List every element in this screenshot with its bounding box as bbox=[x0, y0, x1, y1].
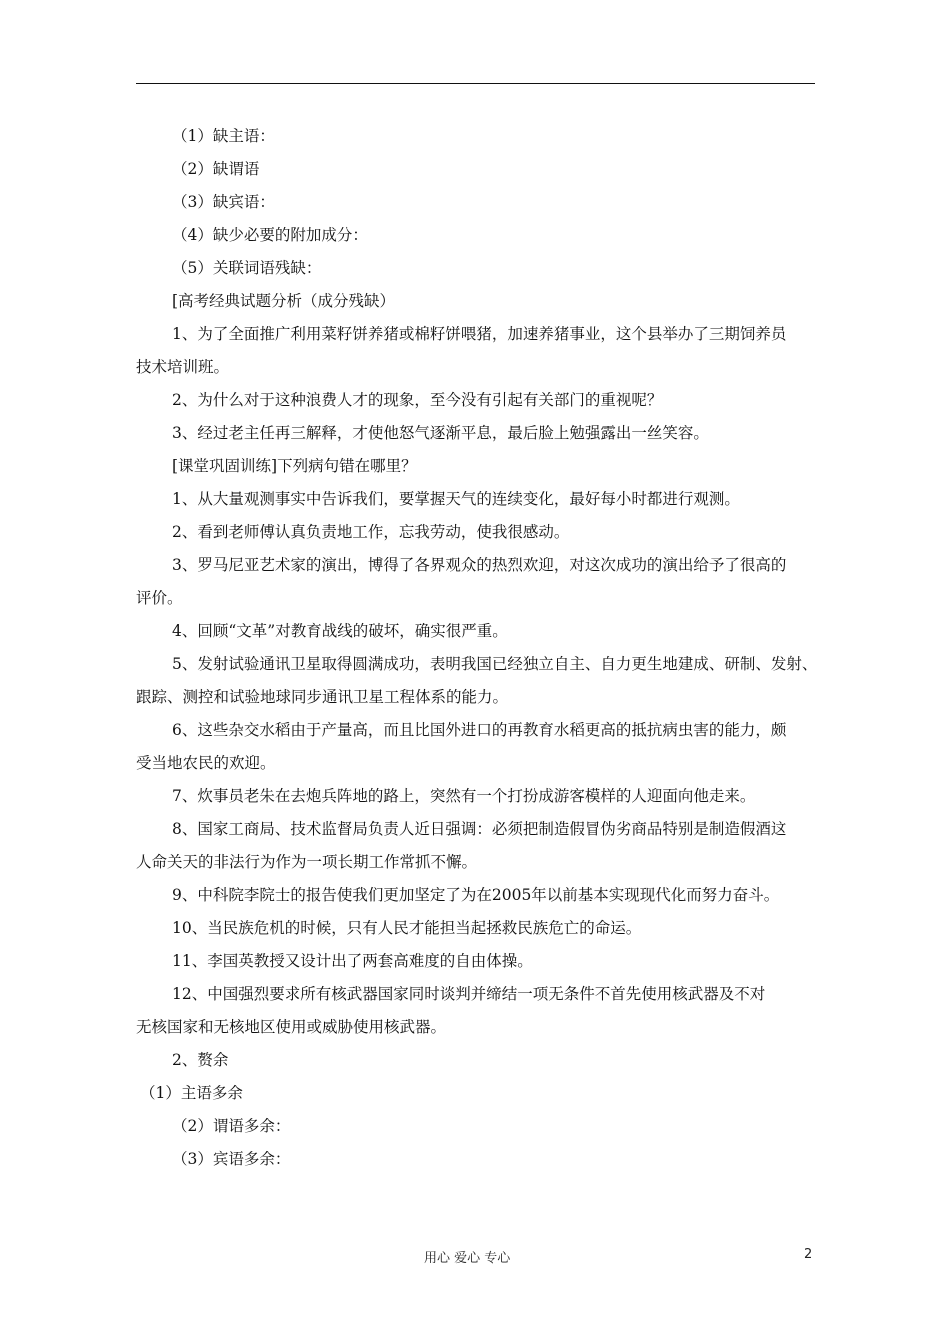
text-line: 受当地农民的欢迎。 bbox=[136, 754, 276, 772]
text-line: 3、罗马尼亚艺术家的演出，博得了各界观众的热烈欢迎，对这次成功的演出给予了很高的 bbox=[172, 556, 787, 574]
text-line: 5、发射试验通讯卫星取得圆满成功，表明我国已经独立自主、自力更生地建成、研制、发射、 bbox=[172, 655, 818, 673]
section-heading: 2、赘余 bbox=[172, 1051, 229, 1069]
header-rule bbox=[136, 83, 815, 84]
page-number: 2 bbox=[804, 1247, 813, 1262]
text-line: 跟踪、测控和试验地球同步通讯卫星工程体系的能力。 bbox=[136, 688, 509, 706]
text-line: 3、经过老主任再三解释，才使他怒气逐渐平息，最后脸上勉强露出一丝笑容。 bbox=[172, 424, 709, 442]
text-line: 人命关天的非法行为作为一项长期工作常抓不懈。 bbox=[136, 853, 478, 871]
footer-slogan: 用心 爱心 专心 bbox=[424, 1251, 511, 1266]
section-heading: [高考经典试题分析（成分残缺） bbox=[172, 292, 396, 310]
document-body bbox=[136, 120, 824, 1176]
text-line: 评价。 bbox=[136, 589, 183, 607]
text-line: 9、中科院李院士的报告使我们更加坚定了为在2005年以前基本实现现代化而努力奋斗。 bbox=[172, 886, 780, 904]
text-line: 6、这些杂交水稻由于产量高，而且比国外进口的再教育水稻更高的抵抗病虫害的能力，颇 bbox=[172, 721, 787, 739]
text-line: 4、回顾“文革”对教育战线的破坏，确实很严重。 bbox=[172, 622, 508, 640]
text-line: 2、为什么对于这种浪费人才的现象，至今没有引起有关部门的重视呢？ bbox=[172, 391, 663, 409]
text-line: （2）谓语多余： bbox=[172, 1117, 291, 1135]
text-line: （1）缺主语： bbox=[172, 127, 275, 145]
text-line: （2）缺谓语 bbox=[172, 160, 260, 178]
text-line: 无核国家和无核地区使用或威胁使用核武器。 bbox=[136, 1018, 447, 1036]
text-line: 12、中国强烈要求所有核武器国家同时谈判并缔结一项无条件不首先使用核武器及不对 bbox=[172, 985, 766, 1003]
text-line: （4）缺少必要的附加成分： bbox=[172, 226, 368, 244]
text-line: 11、李国英教授又设计出了两套高难度的自由体操。 bbox=[172, 952, 533, 970]
text-line: 10、当民族危机的时候，只有人民才能担当起拯救民族危亡的命运。 bbox=[172, 919, 642, 937]
text-line: （3）宾语多余： bbox=[172, 1150, 291, 1168]
text-line: （5）关联词语残缺： bbox=[172, 259, 322, 277]
text-line: 8、国家工商局、技术监督局负责人近日强调：必须把制造假冒伪劣商品特别是制造假酒这 bbox=[172, 820, 787, 838]
text-line: 2、看到老师傅认真负责地工作，忘我劳动，使我很感动。 bbox=[172, 523, 570, 541]
text-line: （3）缺宾语： bbox=[172, 193, 275, 211]
section-heading: [课堂巩固训练]下列病句错在哪里？ bbox=[172, 457, 417, 475]
text-line: 7、炊事员老朱在去炮兵阵地的路上，突然有一个打扮成游客模样的人迎面向他走来。 bbox=[172, 787, 756, 805]
text-line: 1、从大量观测事实中告诉我们，要掌握天气的连续变化，最好每小时都进行观测。 bbox=[172, 490, 740, 508]
text-line: （1）主语多余 bbox=[140, 1084, 243, 1102]
text-line: 1、为了全面推广利用菜籽饼养猪或棉籽饼喂猪，加速养猪事业，这个县举办了三期饲养员 bbox=[172, 325, 787, 343]
text-line: 技术培训班。 bbox=[136, 358, 230, 376]
